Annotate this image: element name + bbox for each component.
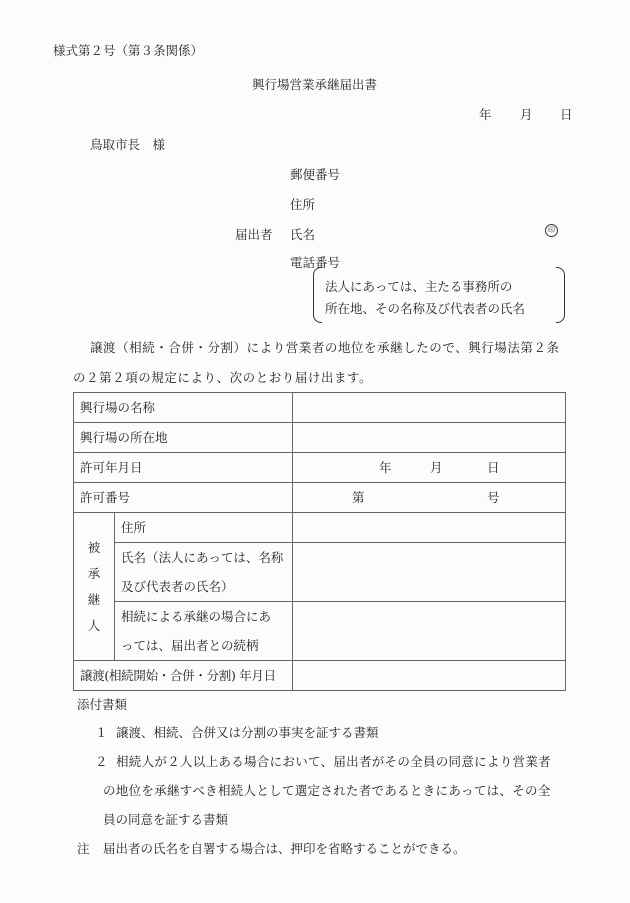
note-text: 届出者の氏名を自署する場合は、押印を省略することができる。 [103, 841, 466, 856]
predecessor-address-field[interactable] [293, 513, 566, 543]
attachment-2-number: ２ [95, 754, 108, 769]
table-row [74, 661, 566, 691]
form-number: 様式第２号（第３条関係） [53, 43, 204, 58]
filer-name-label: 氏名 [290, 227, 316, 242]
date-day-label: 日 [560, 107, 573, 122]
filer-postal-code-label: 郵便番号 [290, 167, 341, 182]
attachment-2-line3: 員の同意を証する書類 [103, 812, 229, 827]
body-line2: の２第２項の規定により、次のとおり届け出ます。 [73, 370, 373, 385]
transfer-date-field[interactable] [293, 661, 566, 691]
table-row [74, 453, 566, 483]
corporate-note-line1: 法人にあっては、主たる事務所の [325, 279, 513, 294]
table-row [74, 393, 566, 423]
permit-number-label: 許可番号 [74, 483, 293, 513]
predecessor-name-label: 氏名（法人にあっては、名称 及び代表者の氏名） [115, 543, 293, 602]
left-bracket [313, 267, 322, 323]
permit-number-prefix: 第 [352, 490, 365, 505]
permit-date-month: 月 [430, 460, 443, 475]
attachment-1-text: 譲渡、相続、合併又は分割の事実を証する書類 [116, 725, 379, 740]
body-line1: 譲渡（相続・合併・分割）により営業者の地位を承継したので、興行場法第２条 [90, 340, 560, 355]
permit-date-day: 日 [487, 460, 500, 475]
table-row [74, 543, 566, 602]
table-row [74, 513, 566, 543]
predecessor-address-label: 住所 [115, 513, 293, 543]
predecessor-name-field[interactable] [293, 543, 566, 602]
attachment-2-line1: 相続人が２人以上ある場合において、届出者がその全員の同意により営業者 [116, 754, 551, 769]
document-title: 興行場営業承継届出書 [252, 77, 378, 92]
transfer-date-label: 譲渡(相続開始・合併・分割) 年月日 [74, 661, 293, 691]
relationship-label: 相続による承継の場合にあ っては、届出者との続柄 [115, 602, 293, 661]
attachments-title: 添付書類 [77, 697, 128, 712]
notification-table [73, 392, 566, 691]
corporate-note-line2: 所在地、その名称及び代表者の氏名 [325, 301, 526, 316]
permit-date-year: 年 [379, 460, 392, 475]
corporate-note-bracket [313, 267, 565, 323]
table-row [74, 602, 566, 661]
permit-date-label: 許可年月日 [74, 453, 293, 483]
permit-date-field[interactable] [293, 453, 566, 483]
venue-location-label: 興行場の所在地 [74, 423, 293, 453]
permit-number-suffix: 号 [487, 490, 500, 505]
venue-name-label: 興行場の名称 [74, 393, 293, 423]
filer-phone-label: 電話番号 [290, 255, 341, 270]
right-bracket [556, 267, 565, 323]
filer-address-label: 住所 [290, 197, 316, 212]
table-row [74, 423, 566, 453]
attachment-2-line2: の地位を承継すべき相続人として選定された者であるときにあっては、その全 [103, 783, 551, 798]
permit-number-field[interactable] [293, 483, 566, 513]
filer-label: 届出者 [235, 227, 273, 242]
addressee: 鳥取市長 様 [90, 137, 166, 152]
predecessor-label: 被承継人 [74, 513, 115, 661]
date-month-label: 月 [520, 107, 533, 122]
note-label: 注 [77, 841, 90, 856]
attachment-1-number: １ [95, 725, 108, 740]
date-year-label: 年 [479, 107, 492, 122]
corporate-note [325, 276, 525, 320]
venue-location-field[interactable] [293, 423, 566, 453]
seal-icon: 印 [545, 224, 558, 237]
table-row [74, 483, 566, 513]
venue-name-field[interactable] [293, 393, 566, 423]
relationship-field[interactable] [293, 602, 566, 661]
